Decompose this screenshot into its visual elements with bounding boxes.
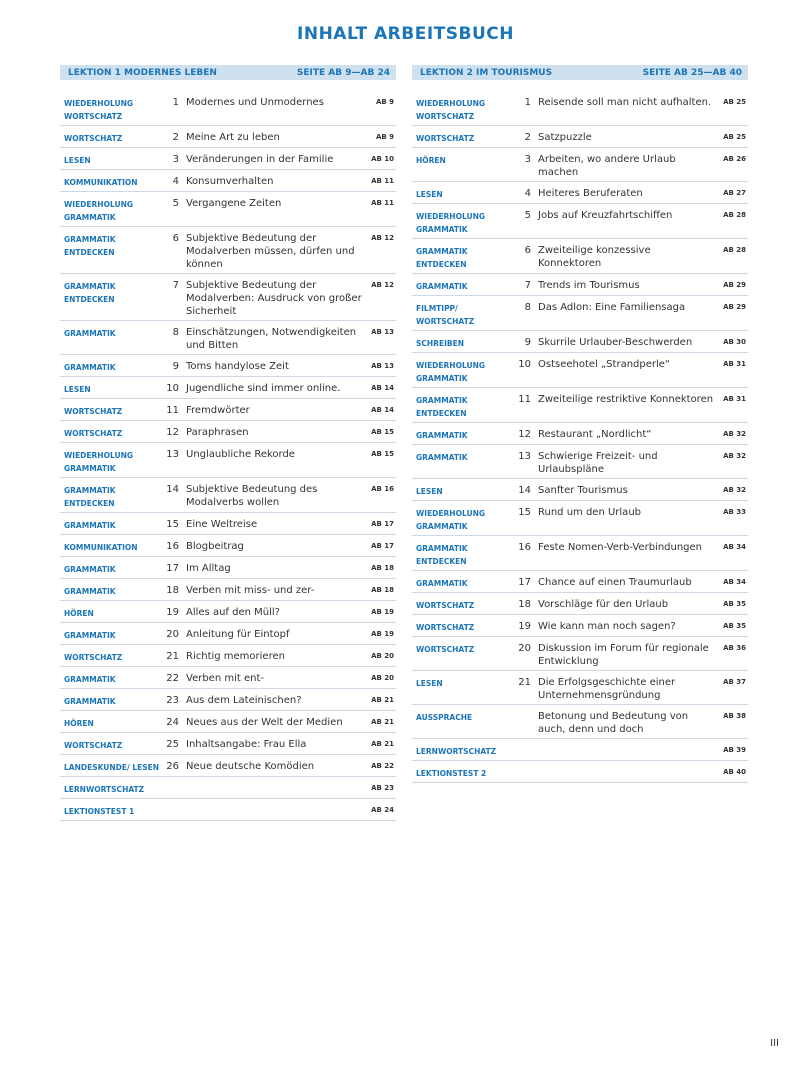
toc-page-reference: AB 21 xyxy=(371,718,394,726)
toc-exercise-number: 11 xyxy=(518,394,531,405)
toc-exercise-title: Aus dem Lateinischen? xyxy=(186,695,302,706)
toc-page-reference: AB 22 xyxy=(371,762,394,770)
toc-category: GRAMMATIK xyxy=(64,631,116,640)
toc-exercise-title: Wie kann man noch sagen? xyxy=(538,621,676,632)
toc-exercise-number: 9 xyxy=(524,337,531,348)
toc-row xyxy=(412,296,748,331)
toc-exercise-title: Betonung und Bedeutung von auch, denn und doch xyxy=(538,711,689,735)
toc-page-reference: AB 36 xyxy=(723,644,746,652)
toc-exercise-number: 15 xyxy=(166,519,179,530)
toc-exercise-number xyxy=(514,763,531,780)
toc-category: LESEN xyxy=(416,487,443,496)
toc-row xyxy=(412,536,748,571)
toc-exercise-number: 16 xyxy=(166,541,179,552)
toc-row xyxy=(60,321,396,355)
toc-page-reference: AB 11 xyxy=(371,199,394,207)
toc-row xyxy=(412,126,748,148)
toc-exercise-number: 18 xyxy=(166,585,179,596)
toc-category: WIEDERHOLUNG WORTSCHATZ xyxy=(64,99,133,121)
toc-exercise-title xyxy=(531,741,716,758)
toc-exercise-title: Feste Nomen-Verb-Verbindungen xyxy=(538,542,703,553)
toc-row xyxy=(60,733,396,755)
toc-row xyxy=(412,353,748,388)
toc-exercise-title: Vorschläge für den Urlaub xyxy=(538,599,669,610)
toc-exercise-title: Einschätzungen, Notwendigkeiten und Bitten xyxy=(186,327,357,351)
toc-category: WORTSCHATZ xyxy=(416,601,475,610)
toc-exercise-title: Im Alltag xyxy=(186,563,231,574)
toc-exercise-title: Verben mit ent- xyxy=(186,673,264,684)
toc-category: WORTSCHATZ xyxy=(416,134,475,143)
toc-category: GRAMMATIK ENTDECKEN xyxy=(416,247,468,269)
toc-exercise-number: 9 xyxy=(172,361,179,372)
toc-category: WORTSCHATZ xyxy=(416,645,475,654)
toc-category: WIEDERHOLUNG GRAMMATIK xyxy=(416,212,485,234)
toc-page-reference: AB 14 xyxy=(371,384,394,392)
toc-exercise-number: 13 xyxy=(166,449,179,460)
toc-category: WIEDERHOLUNG GRAMMATIK xyxy=(64,200,133,222)
toc-exercise-title: Neue deutsche Komödien xyxy=(186,761,315,772)
toc-exercise-number: 16 xyxy=(518,542,531,553)
toc-category: FILMTIPP/ WORTSCHATZ xyxy=(416,304,475,326)
toc-exercise-number: 10 xyxy=(518,359,531,370)
toc-page-reference: AB 9 xyxy=(375,133,394,141)
toc-category: WIEDERHOLUNG GRAMMATIK xyxy=(416,509,485,531)
toc-page-reference: AB 20 xyxy=(371,674,394,682)
toc-page-reference: AB 25 xyxy=(723,133,746,141)
toc-row xyxy=(412,445,748,479)
toc-exercise-title: Restaurant „Nordlicht“ xyxy=(538,429,652,440)
toc-exercise-title: Blogbeitrag xyxy=(186,541,244,552)
toc-category: GRAMMATIK xyxy=(64,329,116,338)
toc-category: WORTSCHATZ xyxy=(64,407,123,416)
toc-exercise-title: Subjektive Bedeutung der Modalverben müssen, dürfen und können xyxy=(186,233,355,270)
toc-category: KOMMUNIKATION xyxy=(64,543,138,552)
toc-exercise-number: 4 xyxy=(172,176,179,187)
toc-exercise-number: 7 xyxy=(524,280,531,291)
toc-page-reference: AB 39 xyxy=(723,746,746,754)
toc-row xyxy=(60,799,396,821)
toc-page-reference: AB 9 xyxy=(375,98,394,106)
toc-page-reference: AB 16 xyxy=(371,485,394,493)
toc-exercise-title: Paraphrasen xyxy=(186,427,249,438)
toc-row xyxy=(60,579,396,601)
toc-exercise-title: Alles auf den Müll? xyxy=(186,607,280,618)
toc-exercise-title: Sanfter Tourismus xyxy=(538,485,628,496)
toc-row xyxy=(412,571,748,593)
toc-exercise-number: 5 xyxy=(524,210,531,221)
toc-category: LANDESKUNDE/ LESEN xyxy=(64,763,160,772)
toc-exercise-title: Neues aus der Welt der Medien xyxy=(186,717,343,728)
toc-page-reference: AB 26 xyxy=(723,155,746,163)
toc-exercise-number: 20 xyxy=(166,629,179,640)
toc-exercise-number: 1 xyxy=(172,97,179,108)
toc-row xyxy=(60,148,396,170)
lesson-header xyxy=(60,65,396,80)
toc-category: GRAMMATIK xyxy=(416,579,468,588)
toc-exercise-title: Rund um den Urlaub xyxy=(538,507,641,518)
toc-exercise-number: 3 xyxy=(172,154,179,165)
toc-row xyxy=(60,535,396,557)
toc-category: GRAMMATIK xyxy=(64,697,116,706)
toc-row xyxy=(60,645,396,667)
toc-row xyxy=(60,667,396,689)
toc-category: KOMMUNIKATION xyxy=(64,178,138,187)
toc-exercise-title: Veränderungen in der Familie xyxy=(186,154,334,165)
toc-row xyxy=(412,204,748,239)
toc-row xyxy=(60,711,396,733)
toc-category: LESEN xyxy=(64,156,91,165)
toc-page-reference: AB 18 xyxy=(371,564,394,572)
toc-exercise-title: Vergangene Zeiten xyxy=(186,198,282,209)
page-title: INHALT ARBEITSBUCH xyxy=(297,24,514,44)
toc-category: SCHREIBEN xyxy=(416,339,464,348)
toc-row xyxy=(412,91,748,126)
toc-exercise-number: 15 xyxy=(518,507,531,518)
toc-row xyxy=(412,239,748,274)
toc-page-reference: AB 13 xyxy=(371,328,394,336)
toc-exercise-title: Ostseehotel „Strandperle“ xyxy=(538,359,671,370)
toc-exercise-title: Modernes und Unmodernes xyxy=(186,97,324,108)
toc-category: WORTSCHATZ xyxy=(64,429,123,438)
toc-page-reference: AB 20 xyxy=(371,652,394,660)
toc-page-reference: AB 13 xyxy=(371,362,394,370)
toc-category: WORTSCHATZ xyxy=(64,741,123,750)
toc-page-reference: AB 31 xyxy=(723,360,746,368)
toc-page-reference: AB 40 xyxy=(723,768,746,776)
toc-exercise-title: Anleitung für Eintopf xyxy=(186,629,290,640)
toc-exercise-number: 14 xyxy=(518,485,531,496)
toc-exercise-number xyxy=(162,801,179,818)
lesson-title: LEKTION 1 MODERNES LEBEN xyxy=(68,67,217,78)
toc-row xyxy=(60,91,396,126)
toc-exercise-title: Meine Art zu leben xyxy=(186,132,280,143)
toc-page-reference: AB 17 xyxy=(371,520,394,528)
toc-exercise-title: Reisende soll man nicht aufhalten. xyxy=(538,97,712,108)
toc-category: GRAMMATIK xyxy=(64,521,116,530)
toc-row xyxy=(412,388,748,423)
toc-category: LESEN xyxy=(64,385,91,394)
toc-exercise-number: 3 xyxy=(524,154,531,165)
toc-row xyxy=(60,192,396,227)
toc-row xyxy=(60,421,396,443)
toc-exercise-number: 19 xyxy=(166,607,179,618)
toc-exercise-number: 12 xyxy=(518,429,531,440)
toc-page-reference: AB 33 xyxy=(723,508,746,516)
toc-row xyxy=(60,623,396,645)
lesson-page-range: SEITE AB 9—AB 24 xyxy=(296,67,390,78)
toc-category: AUSSPRACHE xyxy=(416,713,473,722)
toc-exercise-title: Das Adlon: Eine Familiensaga xyxy=(538,302,686,313)
toc-page-reference: AB 12 xyxy=(371,234,394,242)
toc-exercise-title: Verben mit miss- und zer- xyxy=(186,585,315,596)
toc-page-reference: AB 17 xyxy=(371,542,394,550)
toc-row xyxy=(412,148,748,182)
toc-category: GRAMMATIK xyxy=(64,363,116,372)
toc-page-reference: AB 29 xyxy=(723,281,746,289)
toc-category: GRAMMATIK ENTDECKEN xyxy=(416,396,468,418)
toc-page-reference: AB 12 xyxy=(371,281,394,289)
toc-exercise-number: 21 xyxy=(518,677,531,688)
toc-exercise-number: 13 xyxy=(518,451,531,462)
toc-category: WORTSCHATZ xyxy=(64,653,123,662)
toc-page-reference: AB 21 xyxy=(371,696,394,704)
toc-row xyxy=(60,557,396,579)
toc-row xyxy=(412,274,748,296)
toc-exercise-number: 11 xyxy=(166,405,179,416)
toc-exercise-number xyxy=(162,779,179,796)
toc-page-reference: AB 14 xyxy=(371,406,394,414)
toc-exercise-title: Unglaubliche Rekorde xyxy=(186,449,295,460)
toc-page-reference: AB 32 xyxy=(723,452,746,460)
toc-exercise-title: Die Erfolgsgeschichte einer Unternehmensgründung xyxy=(538,677,676,701)
toc-row xyxy=(60,399,396,421)
lesson-header xyxy=(412,65,748,80)
toc-page-reference: AB 15 xyxy=(371,428,394,436)
toc-row xyxy=(60,777,396,799)
toc-exercise-title xyxy=(531,763,716,780)
toc-exercise-number xyxy=(514,707,531,736)
toc-exercise-number: 21 xyxy=(166,651,179,662)
toc-page-reference: AB 19 xyxy=(371,608,394,616)
toc-exercise-number: 19 xyxy=(518,621,531,632)
toc-category: LERNWORTSCHATZ xyxy=(64,785,145,794)
lesson-title: LEKTION 2 IM TOURISMUS xyxy=(420,67,553,78)
toc-page-reference: AB 18 xyxy=(371,586,394,594)
toc-category: LEKTIONSTEST 2 xyxy=(416,769,487,778)
toc-row xyxy=(60,755,396,777)
toc-category: GRAMMATIK ENTDECKEN xyxy=(64,235,116,257)
toc-row xyxy=(412,637,748,671)
toc-row xyxy=(412,761,748,783)
toc-page-reference: AB 24 xyxy=(371,806,394,814)
toc-category: LEKTIONSTEST 1 xyxy=(64,807,135,816)
toc-category: GRAMMATIK xyxy=(64,565,116,574)
toc-exercise-title: Subjektive Bedeutung der Modalverben: Ausdruck von großer Sicherheit xyxy=(186,280,362,317)
toc-exercise-title: Diskussion im Forum für regionale Entwicklung xyxy=(538,643,709,667)
toc-exercise-title: Skurrile Urlauber-Beschwerden xyxy=(538,337,693,348)
toc-category: GRAMMATIK ENTDECKEN xyxy=(416,544,468,566)
toc-exercise-title: Jobs auf Kreuzfahrtschiffen xyxy=(538,210,673,221)
toc-exercise-number: 26 xyxy=(166,761,179,772)
toc-row xyxy=(60,443,396,478)
toc-exercise-title: Zweiteilige konzessive Konnektoren xyxy=(538,245,651,269)
page-number: III xyxy=(770,1038,779,1049)
toc-row xyxy=(412,331,748,353)
toc-page-reference: AB 28 xyxy=(723,211,746,219)
toc-exercise-number: 24 xyxy=(166,717,179,728)
toc-exercise-title: Schwierige Freizeit- und Urlaubspläne xyxy=(538,451,658,475)
toc-category: GRAMMATIK xyxy=(416,282,468,291)
toc-exercise-number: 10 xyxy=(166,383,179,394)
toc-exercise-title: Heiteres Beruferaten xyxy=(538,188,643,199)
toc-category: LERNWORTSCHATZ xyxy=(416,747,497,756)
toc-exercise-title: Fremdwörter xyxy=(186,405,250,416)
toc-row xyxy=(60,478,396,513)
toc-category: GRAMMATIK xyxy=(64,675,116,684)
toc-row xyxy=(412,671,748,705)
toc-exercise-number: 8 xyxy=(524,302,531,313)
toc-exercise-number: 5 xyxy=(172,198,179,209)
toc-row xyxy=(412,501,748,536)
toc-exercise-title: Eine Weltreise xyxy=(186,519,258,530)
toc-exercise-title: Konsumverhalten xyxy=(186,176,274,187)
toc-exercise-number: 8 xyxy=(172,327,179,338)
toc-page-reference: AB 35 xyxy=(723,600,746,608)
toc-exercise-title: Arbeiten, wo andere Urlaub machen xyxy=(538,154,676,178)
toc-row xyxy=(60,689,396,711)
toc-exercise-title: Toms handylose Zeit xyxy=(186,361,289,372)
toc-row xyxy=(412,615,748,637)
toc-page-reference: AB 32 xyxy=(723,430,746,438)
toc-column-lesson-2 xyxy=(412,65,748,783)
toc-category: GRAMMATIK xyxy=(64,587,116,596)
toc-page-reference: AB 11 xyxy=(371,177,394,185)
toc-row xyxy=(60,513,396,535)
toc-category: WIEDERHOLUNG GRAMMATIK xyxy=(416,361,485,383)
toc-category: GRAMMATIK xyxy=(416,453,468,462)
toc-row xyxy=(412,739,748,761)
toc-page-reference: AB 34 xyxy=(723,578,746,586)
toc-exercise-number: 14 xyxy=(166,484,179,495)
toc-exercise-title: Richtig memorieren xyxy=(186,651,285,662)
toc-row xyxy=(60,227,396,274)
toc-exercise-number xyxy=(514,741,531,758)
toc-exercise-number: 18 xyxy=(518,599,531,610)
toc-category: LESEN xyxy=(416,190,443,199)
toc-category: WIEDERHOLUNG GRAMMATIK xyxy=(64,451,133,473)
toc-exercise-number: 7 xyxy=(172,280,179,291)
toc-row xyxy=(412,479,748,501)
toc-exercise-title: Zweiteilige restriktive Konnektoren xyxy=(538,394,714,405)
toc-row xyxy=(60,274,396,321)
toc-exercise-number: 23 xyxy=(166,695,179,706)
toc-category: GRAMMATIK ENTDECKEN xyxy=(64,282,116,304)
toc-category: GRAMMATIK ENTDECKEN xyxy=(64,486,116,508)
toc-exercise-number: 20 xyxy=(518,643,531,654)
toc-exercise-title xyxy=(179,801,364,818)
toc-exercise-number: 17 xyxy=(166,563,179,574)
toc-exercise-number: 6 xyxy=(172,233,179,244)
toc-row xyxy=(412,182,748,204)
toc-row xyxy=(412,705,748,739)
toc-category: GRAMMATIK xyxy=(416,431,468,440)
toc-page-reference: AB 10 xyxy=(371,155,394,163)
toc-category: WORTSCHATZ xyxy=(64,134,123,143)
toc-exercise-title: Subjektive Bedeutung des Modalverbs wollen xyxy=(186,484,318,508)
toc-page-reference: AB 28 xyxy=(723,246,746,254)
toc-category: HÖREN xyxy=(416,156,446,165)
toc-list xyxy=(60,91,396,821)
toc-page-reference: AB 32 xyxy=(723,486,746,494)
toc-page-reference: AB 19 xyxy=(371,630,394,638)
toc-exercise-number: 12 xyxy=(166,427,179,438)
toc-page-reference: AB 15 xyxy=(371,450,394,458)
toc-list xyxy=(412,91,748,783)
toc-exercise-title: Inhaltsangabe: Frau Ella xyxy=(186,739,307,750)
toc-exercise-number: 1 xyxy=(524,97,531,108)
toc-exercise-number: 6 xyxy=(524,245,531,256)
toc-row xyxy=(60,170,396,192)
toc-category: HÖREN xyxy=(64,609,94,618)
toc-exercise-title xyxy=(179,779,364,796)
toc-category: HÖREN xyxy=(64,719,94,728)
lesson-page-range: SEITE AB 25—AB 40 xyxy=(642,67,742,78)
toc-row xyxy=(60,377,396,399)
toc-page-reference: AB 31 xyxy=(723,395,746,403)
toc-row xyxy=(60,601,396,623)
toc-row xyxy=(412,423,748,445)
toc-page-reference: AB 37 xyxy=(723,678,746,686)
toc-exercise-title: Satzpuzzle xyxy=(538,132,592,143)
toc-category: WIEDERHOLUNG WORTSCHATZ xyxy=(416,99,485,121)
toc-exercise-title: Jugendliche sind immer online. xyxy=(186,383,341,394)
toc-page-reference: AB 25 xyxy=(723,98,746,106)
toc-exercise-title: Trends im Tourismus xyxy=(538,280,640,291)
toc-exercise-number: 25 xyxy=(166,739,179,750)
toc-exercise-number: 4 xyxy=(524,188,531,199)
toc-page-reference: AB 34 xyxy=(723,543,746,551)
toc-row xyxy=(60,126,396,148)
toc-row xyxy=(60,355,396,377)
toc-exercise-number: 2 xyxy=(524,132,531,143)
toc-page-reference: AB 21 xyxy=(371,740,394,748)
toc-page-reference: AB 30 xyxy=(723,338,746,346)
toc-exercise-number: 17 xyxy=(518,577,531,588)
toc-exercise-title: Chance auf einen Traumurlaub xyxy=(538,577,692,588)
toc-exercise-number: 22 xyxy=(166,673,179,684)
toc-exercise-number: 2 xyxy=(172,132,179,143)
toc-page-reference: AB 29 xyxy=(723,303,746,311)
toc-category: LESEN xyxy=(416,679,443,688)
toc-page-reference: AB 38 xyxy=(723,712,746,720)
toc-page-reference: AB 27 xyxy=(723,189,746,197)
toc-page-reference: AB 23 xyxy=(371,784,394,792)
toc-row xyxy=(412,593,748,615)
toc-category: WORTSCHATZ xyxy=(416,623,475,632)
toc-column-lesson-1 xyxy=(60,65,396,821)
toc-page-reference: AB 35 xyxy=(723,622,746,630)
